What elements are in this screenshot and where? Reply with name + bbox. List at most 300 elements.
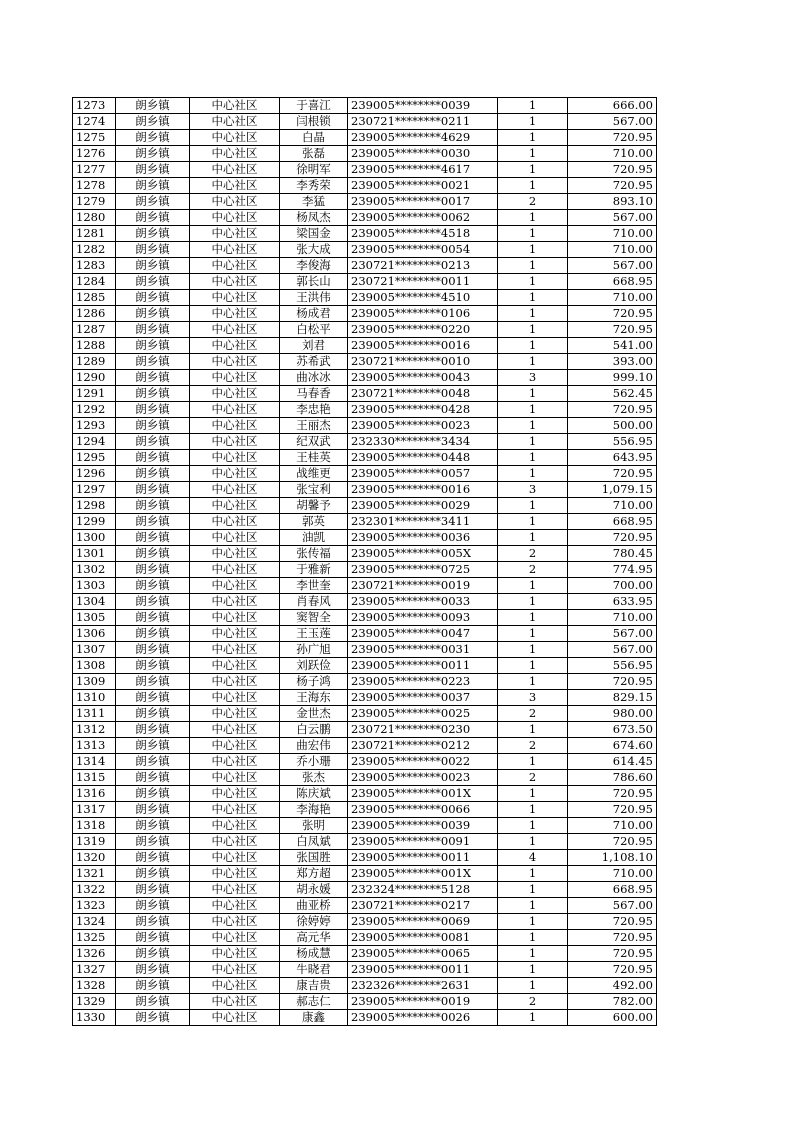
- household-count-cell: 1: [498, 354, 568, 370]
- community-cell: 中心社区: [190, 178, 280, 194]
- household-count-cell: 1: [498, 530, 568, 546]
- community-cell: 中心社区: [190, 866, 280, 882]
- table-row: [73, 482, 657, 498]
- amount-cell: 668.95: [568, 882, 657, 898]
- name-cell: 胡永媛: [280, 882, 348, 898]
- household-count-cell: 1: [498, 962, 568, 978]
- table-row: [73, 322, 657, 338]
- row-number: 1308: [73, 658, 116, 674]
- id-card-cell: 239005********0030: [348, 146, 498, 162]
- id-card-cell: 230721********0010: [348, 354, 498, 370]
- id-card-cell: 239005********0023: [348, 418, 498, 434]
- id-card-cell: 230721********0212: [348, 738, 498, 754]
- amount-cell: 720.95: [568, 786, 657, 802]
- community-cell: 中心社区: [190, 194, 280, 210]
- amount-cell: 614.45: [568, 754, 657, 770]
- row-number: 1296: [73, 466, 116, 482]
- household-count-cell: 1: [498, 466, 568, 482]
- name-cell: 纪双武: [280, 434, 348, 450]
- amount-cell: 720.95: [568, 946, 657, 962]
- name-cell: 王玉莲: [280, 626, 348, 642]
- id-card-cell: 239005********0047: [348, 626, 498, 642]
- household-count-cell: 1: [498, 130, 568, 146]
- name-cell: 李俊海: [280, 258, 348, 274]
- amount-cell: 720.95: [568, 530, 657, 546]
- town-cell: 朗乡镇: [116, 626, 190, 642]
- id-card-cell: 230721********0230: [348, 722, 498, 738]
- town-cell: 朗乡镇: [116, 1010, 190, 1026]
- town-cell: 朗乡镇: [116, 834, 190, 850]
- amount-cell: 786.60: [568, 770, 657, 786]
- name-cell: 张大成: [280, 242, 348, 258]
- id-card-cell: 239005********0031: [348, 642, 498, 658]
- id-card-cell: 239005********0033: [348, 594, 498, 610]
- row-number: 1287: [73, 322, 116, 338]
- name-cell: 张宝利: [280, 482, 348, 498]
- name-cell: 张杰: [280, 770, 348, 786]
- amount-cell: 782.00: [568, 994, 657, 1010]
- household-count-cell: 4: [498, 850, 568, 866]
- community-cell: 中心社区: [190, 594, 280, 610]
- name-cell: 梁国金: [280, 226, 348, 242]
- name-cell: 李海艳: [280, 802, 348, 818]
- household-count-cell: 2: [498, 546, 568, 562]
- table-row: [73, 946, 657, 962]
- id-card-cell: 230721********0217: [348, 898, 498, 914]
- community-cell: 中心社区: [190, 242, 280, 258]
- table-row: [73, 786, 657, 802]
- name-cell: 白晶: [280, 130, 348, 146]
- community-cell: 中心社区: [190, 1010, 280, 1026]
- row-number: 1299: [73, 514, 116, 530]
- town-cell: 朗乡镇: [116, 738, 190, 754]
- name-cell: 王海东: [280, 690, 348, 706]
- table-row: [73, 114, 657, 130]
- community-cell: 中心社区: [190, 402, 280, 418]
- name-cell: 王洪伟: [280, 290, 348, 306]
- row-number: 1301: [73, 546, 116, 562]
- town-cell: 朗乡镇: [116, 946, 190, 962]
- table-row: [73, 226, 657, 242]
- name-cell: 郭长山: [280, 274, 348, 290]
- table-row: [73, 466, 657, 482]
- id-card-cell: 239005********0011: [348, 962, 498, 978]
- town-cell: 朗乡镇: [116, 866, 190, 882]
- household-count-cell: 2: [498, 994, 568, 1010]
- row-number: 1290: [73, 370, 116, 386]
- name-cell: 高元华: [280, 930, 348, 946]
- id-card-cell: 232324********5128: [348, 882, 498, 898]
- household-count-cell: 1: [498, 626, 568, 642]
- table-row: [73, 690, 657, 706]
- id-card-cell: 239005********0017: [348, 194, 498, 210]
- amount-cell: 674.60: [568, 738, 657, 754]
- household-count-cell: 1: [498, 274, 568, 290]
- community-cell: 中心社区: [190, 354, 280, 370]
- household-count-cell: 1: [498, 162, 568, 178]
- id-card-cell: 239005********0037: [348, 690, 498, 706]
- amount-cell: 720.95: [568, 674, 657, 690]
- id-card-cell: 239005********0043: [348, 370, 498, 386]
- row-number: 1312: [73, 722, 116, 738]
- id-card-cell: 239005********0062: [348, 210, 498, 226]
- household-count-cell: 2: [498, 770, 568, 786]
- amount-cell: 643.95: [568, 450, 657, 466]
- id-card-cell: 239005********0021: [348, 178, 498, 194]
- community-cell: 中心社区: [190, 370, 280, 386]
- town-cell: 朗乡镇: [116, 338, 190, 354]
- town-cell: 朗乡镇: [116, 258, 190, 274]
- community-cell: 中心社区: [190, 994, 280, 1010]
- name-cell: 曲冰冰: [280, 370, 348, 386]
- table-row: [73, 194, 657, 210]
- id-card-cell: 239005********001X: [348, 786, 498, 802]
- amount-cell: 541.00: [568, 338, 657, 354]
- community-cell: 中心社区: [190, 946, 280, 962]
- amount-cell: 710.00: [568, 498, 657, 514]
- amount-cell: 720.95: [568, 306, 657, 322]
- town-cell: 朗乡镇: [116, 114, 190, 130]
- amount-cell: 720.95: [568, 914, 657, 930]
- household-count-cell: 1: [498, 1010, 568, 1026]
- amount-cell: 492.00: [568, 978, 657, 994]
- community-cell: 中心社区: [190, 418, 280, 434]
- household-count-cell: 1: [498, 594, 568, 610]
- id-card-cell: 230721********0048: [348, 386, 498, 402]
- community-cell: 中心社区: [190, 130, 280, 146]
- town-cell: 朗乡镇: [116, 754, 190, 770]
- id-card-cell: 239005********0025: [348, 706, 498, 722]
- town-cell: 朗乡镇: [116, 418, 190, 434]
- household-count-cell: 1: [498, 930, 568, 946]
- table-body: [73, 98, 657, 1026]
- id-card-cell: 239005********0106: [348, 306, 498, 322]
- community-cell: 中心社区: [190, 658, 280, 674]
- row-number: 1291: [73, 386, 116, 402]
- row-number: 1297: [73, 482, 116, 498]
- id-card-cell: 239005********0011: [348, 658, 498, 674]
- name-cell: 张国胜: [280, 850, 348, 866]
- name-cell: 康鑫: [280, 1010, 348, 1026]
- id-card-cell: 239005********0036: [348, 530, 498, 546]
- row-number: 1285: [73, 290, 116, 306]
- table-row: [73, 370, 657, 386]
- name-cell: 胡馨予: [280, 498, 348, 514]
- amount-cell: 980.00: [568, 706, 657, 722]
- town-cell: 朗乡镇: [116, 546, 190, 562]
- town-cell: 朗乡镇: [116, 130, 190, 146]
- name-cell: 郭英: [280, 514, 348, 530]
- community-cell: 中心社区: [190, 226, 280, 242]
- household-count-cell: 1: [498, 114, 568, 130]
- town-cell: 朗乡镇: [116, 242, 190, 258]
- town-cell: 朗乡镇: [116, 146, 190, 162]
- name-cell: 张明: [280, 818, 348, 834]
- row-number: 1279: [73, 194, 116, 210]
- id-card-cell: 239005********0022: [348, 754, 498, 770]
- row-number: 1275: [73, 130, 116, 146]
- town-cell: 朗乡镇: [116, 914, 190, 930]
- row-number: 1302: [73, 562, 116, 578]
- household-count-cell: 1: [498, 754, 568, 770]
- table-row: [73, 530, 657, 546]
- town-cell: 朗乡镇: [116, 994, 190, 1010]
- row-number: 1300: [73, 530, 116, 546]
- id-card-cell: 239005********0016: [348, 338, 498, 354]
- table-row: [73, 850, 657, 866]
- id-card-cell: 239005********0065: [348, 946, 498, 962]
- table-row: [73, 338, 657, 354]
- id-card-cell: 239005********0069: [348, 914, 498, 930]
- amount-cell: 720.95: [568, 402, 657, 418]
- table-row: [73, 210, 657, 226]
- amount-cell: 567.00: [568, 210, 657, 226]
- name-cell: 张传福: [280, 546, 348, 562]
- amount-cell: 562.45: [568, 386, 657, 402]
- table-row: [73, 498, 657, 514]
- community-cell: 中心社区: [190, 546, 280, 562]
- household-count-cell: 1: [498, 642, 568, 658]
- community-cell: 中心社区: [190, 562, 280, 578]
- amount-cell: 710.00: [568, 610, 657, 626]
- id-card-cell: 239005********0039: [348, 818, 498, 834]
- table-row: [73, 914, 657, 930]
- amount-cell: 720.95: [568, 178, 657, 194]
- town-cell: 朗乡镇: [116, 98, 190, 114]
- id-card-cell: 232301********3411: [348, 514, 498, 530]
- amount-cell: 600.00: [568, 1010, 657, 1026]
- row-number: 1286: [73, 306, 116, 322]
- name-cell: 郑方超: [280, 866, 348, 882]
- name-cell: 肖春风: [280, 594, 348, 610]
- amount-cell: 567.00: [568, 626, 657, 642]
- row-number: 1283: [73, 258, 116, 274]
- community-cell: 中心社区: [190, 914, 280, 930]
- household-count-cell: 3: [498, 690, 568, 706]
- row-number: 1323: [73, 898, 116, 914]
- town-cell: 朗乡镇: [116, 162, 190, 178]
- household-count-cell: 1: [498, 658, 568, 674]
- row-number: 1274: [73, 114, 116, 130]
- amount-cell: 500.00: [568, 418, 657, 434]
- row-number: 1277: [73, 162, 116, 178]
- row-number: 1304: [73, 594, 116, 610]
- amount-cell: 720.95: [568, 962, 657, 978]
- community-cell: 中心社区: [190, 626, 280, 642]
- row-number: 1329: [73, 994, 116, 1010]
- table-row: [73, 258, 657, 274]
- amount-cell: 720.95: [568, 834, 657, 850]
- community-cell: 中心社区: [190, 514, 280, 530]
- name-cell: 白松平: [280, 322, 348, 338]
- table-row: [73, 402, 657, 418]
- row-number: 1276: [73, 146, 116, 162]
- name-cell: 李世奎: [280, 578, 348, 594]
- row-number: 1280: [73, 210, 116, 226]
- name-cell: 曲亚桥: [280, 898, 348, 914]
- id-card-cell: 239005********0223: [348, 674, 498, 690]
- table-row: [73, 898, 657, 914]
- table-row: [73, 610, 657, 626]
- amount-cell: 720.95: [568, 930, 657, 946]
- household-count-cell: 1: [498, 514, 568, 530]
- table-row: [73, 98, 657, 114]
- table-row: [73, 306, 657, 322]
- town-cell: 朗乡镇: [116, 514, 190, 530]
- row-number: 1324: [73, 914, 116, 930]
- household-count-cell: 1: [498, 306, 568, 322]
- household-count-cell: 1: [498, 498, 568, 514]
- community-cell: 中心社区: [190, 434, 280, 450]
- community-cell: 中心社区: [190, 738, 280, 754]
- id-card-cell: 230721********0019: [348, 578, 498, 594]
- name-cell: 于喜江: [280, 98, 348, 114]
- town-cell: 朗乡镇: [116, 818, 190, 834]
- town-cell: 朗乡镇: [116, 274, 190, 290]
- id-card-cell: 230721********0213: [348, 258, 498, 274]
- community-cell: 中心社区: [190, 786, 280, 802]
- household-count-cell: 1: [498, 786, 568, 802]
- household-count-cell: 3: [498, 482, 568, 498]
- row-number: 1281: [73, 226, 116, 242]
- table-row: [73, 706, 657, 722]
- name-cell: 王丽杰: [280, 418, 348, 434]
- town-cell: 朗乡镇: [116, 450, 190, 466]
- community-cell: 中心社区: [190, 386, 280, 402]
- name-cell: 乔小珊: [280, 754, 348, 770]
- table-row: [73, 994, 657, 1010]
- table-row: [73, 642, 657, 658]
- name-cell: 马春香: [280, 386, 348, 402]
- household-count-cell: 1: [498, 178, 568, 194]
- table-row: [73, 562, 657, 578]
- household-count-cell: 1: [498, 578, 568, 594]
- community-cell: 中心社区: [190, 114, 280, 130]
- amount-cell: 567.00: [568, 642, 657, 658]
- id-card-cell: 230721********0211: [348, 114, 498, 130]
- row-number: 1298: [73, 498, 116, 514]
- row-number: 1322: [73, 882, 116, 898]
- town-cell: 朗乡镇: [116, 658, 190, 674]
- id-card-cell: 239005********0725: [348, 562, 498, 578]
- amount-cell: 710.00: [568, 818, 657, 834]
- town-cell: 朗乡镇: [116, 370, 190, 386]
- row-number: 1282: [73, 242, 116, 258]
- household-count-cell: 1: [498, 914, 568, 930]
- community-cell: 中心社区: [190, 274, 280, 290]
- table-row: [73, 354, 657, 370]
- town-cell: 朗乡镇: [116, 354, 190, 370]
- name-cell: 油凯: [280, 530, 348, 546]
- household-count-cell: 1: [498, 418, 568, 434]
- table-row: [73, 882, 657, 898]
- community-cell: 中心社区: [190, 322, 280, 338]
- row-number: 1303: [73, 578, 116, 594]
- amount-cell: 710.00: [568, 866, 657, 882]
- amount-cell: 633.95: [568, 594, 657, 610]
- amount-cell: 673.50: [568, 722, 657, 738]
- row-number: 1319: [73, 834, 116, 850]
- row-number: 1318: [73, 818, 116, 834]
- community-cell: 中心社区: [190, 898, 280, 914]
- community-cell: 中心社区: [190, 450, 280, 466]
- table-row: [73, 658, 657, 674]
- table-row: [73, 594, 657, 610]
- town-cell: 朗乡镇: [116, 194, 190, 210]
- table-row: [73, 162, 657, 178]
- name-cell: 白云鹏: [280, 722, 348, 738]
- town-cell: 朗乡镇: [116, 434, 190, 450]
- row-number: 1313: [73, 738, 116, 754]
- table-row: [73, 434, 657, 450]
- household-count-cell: 2: [498, 194, 568, 210]
- table-row: [73, 818, 657, 834]
- community-cell: 中心社区: [190, 978, 280, 994]
- amount-cell: 700.00: [568, 578, 657, 594]
- amount-cell: 720.95: [568, 162, 657, 178]
- community-cell: 中心社区: [190, 210, 280, 226]
- town-cell: 朗乡镇: [116, 898, 190, 914]
- amount-cell: 556.95: [568, 434, 657, 450]
- community-cell: 中心社区: [190, 770, 280, 786]
- row-number: 1326: [73, 946, 116, 962]
- community-cell: 中心社区: [190, 802, 280, 818]
- amount-cell: 556.95: [568, 658, 657, 674]
- row-number: 1273: [73, 98, 116, 114]
- roster-table: [72, 97, 657, 1026]
- table-row: [73, 930, 657, 946]
- household-count-cell: 1: [498, 386, 568, 402]
- id-card-cell: 239005********0023: [348, 770, 498, 786]
- town-cell: 朗乡镇: [116, 786, 190, 802]
- town-cell: 朗乡镇: [116, 578, 190, 594]
- name-cell: 刘跃俭: [280, 658, 348, 674]
- row-number: 1328: [73, 978, 116, 994]
- town-cell: 朗乡镇: [116, 530, 190, 546]
- amount-cell: 710.00: [568, 242, 657, 258]
- amount-cell: 668.95: [568, 514, 657, 530]
- id-card-cell: 239005********0054: [348, 242, 498, 258]
- name-cell: 苏希武: [280, 354, 348, 370]
- id-card-cell: 239005********4510: [348, 290, 498, 306]
- table-row: [73, 146, 657, 162]
- household-count-cell: 1: [498, 242, 568, 258]
- amount-cell: 1,108.10: [568, 850, 657, 866]
- id-card-cell: 239005********0026: [348, 1010, 498, 1026]
- community-cell: 中心社区: [190, 610, 280, 626]
- id-card-cell: 239005********0093: [348, 610, 498, 626]
- household-count-cell: 1: [498, 946, 568, 962]
- community-cell: 中心社区: [190, 722, 280, 738]
- name-cell: 杨成君: [280, 306, 348, 322]
- household-count-cell: 3: [498, 370, 568, 386]
- name-cell: 杨凤杰: [280, 210, 348, 226]
- community-cell: 中心社区: [190, 306, 280, 322]
- name-cell: 窦智全: [280, 610, 348, 626]
- id-card-cell: 232326********2631: [348, 978, 498, 994]
- community-cell: 中心社区: [190, 690, 280, 706]
- town-cell: 朗乡镇: [116, 930, 190, 946]
- community-cell: 中心社区: [190, 290, 280, 306]
- table-row: [73, 386, 657, 402]
- community-cell: 中心社区: [190, 530, 280, 546]
- household-count-cell: 1: [498, 978, 568, 994]
- id-card-cell: 239005********0448: [348, 450, 498, 466]
- row-number: 1306: [73, 626, 116, 642]
- table-row: [73, 674, 657, 690]
- name-cell: 郝志仁: [280, 994, 348, 1010]
- household-count-cell: 1: [498, 834, 568, 850]
